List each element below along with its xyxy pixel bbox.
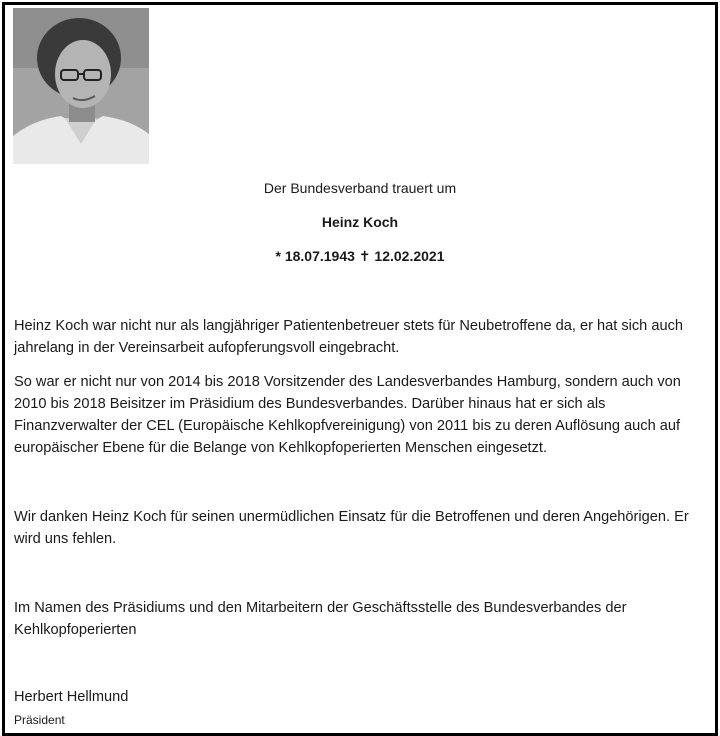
life-dates: * 18.07.1943 ✝ 12.02.2021 (275, 248, 445, 264)
portrait-photo (13, 8, 149, 164)
paragraph-1: Heinz Koch war nicht nur als langjähriger Patientenbetreuer stets für Neubetroffene da, er hat sich auch jahrelang in der Vereinsarbeit aufopferungsvoll eingebracht. (14, 318, 683, 356)
obituary-frame (2, 2, 718, 736)
portrait-image (13, 8, 149, 164)
signature-name: Herbert Hellmund (14, 689, 129, 705)
paragraph-4: Im Namen des Präsidiums und den Mitarbeitern der Geschäftsstelle des Bundesverbandes der Kehlkopfoperierten (14, 600, 627, 638)
deceased-name: Heinz Koch (321, 214, 399, 230)
paragraph-2: So war er nicht nur von 2014 bis 2018 Vorsitzender des Landesverbandes Hamburg, sondern auch von 2010 bis 2018 Beisitzer im Präsidium des Bundesverbandes. Darüber hinaus hat er sich als Finanzverwalter der CEL (Europäische Kehlkopfvereinigung) von 2011 bis zu deren Auflösung auch auf europäischer Ebene für die Belange von Kehlkopfoperierten Menschen eingesetzt. (14, 374, 681, 456)
intro-line: Der Bundesverband trauert um (263, 180, 457, 196)
signature-role: Präsident (14, 713, 65, 727)
paragraph-3: Wir danken Heinz Koch für seinen unermüdlichen Einsatz für die Betroffenen und deren Angehörigen. Er wird uns fehlen. (14, 509, 689, 547)
